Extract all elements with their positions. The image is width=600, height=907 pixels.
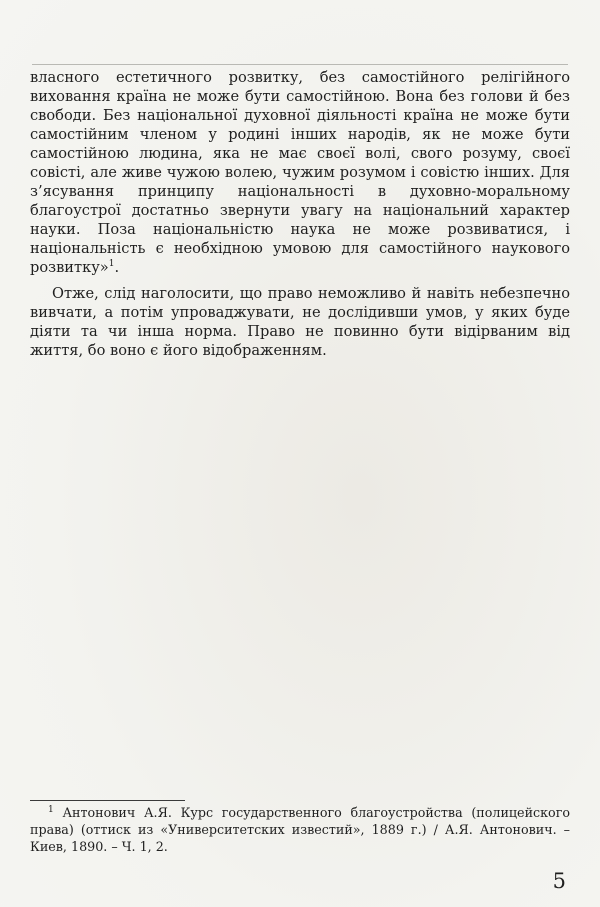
main-text	[30, 68, 570, 360]
paragraph-text: Отже, слід наголосити, що право неможливо й навіть небезпечно вивчати, а потім упроваджувати, не дослідивши умов, у яких буде діяти та чи інша норма. Право не повинно бути відірваним від життя, бо воно є його відображенням.	[30, 285, 570, 359]
footnote-divider	[30, 800, 185, 801]
paragraph-text: власного естетичного розвитку, без самостійного релігійного виховання країна не може бути самостійною. Вона без голови й без свободи. Без національної духовної діяльності країна не може бути самостійним членом у родині інших народів, як не може бути самостійною людина, яка не має своєї волі, свого розуму, своєї совісті, але живе чужою волею, чужим розумом і совістю інших. Для з’ясування принципу національності в духовно-моральному благоустрої достатньо звернути увагу на національний характер науки. Поза національністю наука не може розвиватися, і національність є необхідною умовою для самостійного наукового розвитку»	[30, 69, 570, 276]
footnote	[30, 804, 570, 855]
paragraph	[30, 284, 570, 360]
footnote-text: Антонович А.Я. Курс государственного благоустройства (полицейского права) (оттиск из «Университетских известий», 1889 г.) / А.Я. Антонович. – Киев, 1890. – Ч. 1, 2.	[30, 805, 570, 854]
footnote-reference: 1	[108, 259, 115, 270]
footnote-entry	[30, 804, 570, 855]
footnote-marker: 1	[48, 804, 54, 815]
page-number: 5	[552, 869, 566, 893]
header-divider	[32, 64, 568, 65]
paragraph: власного естетичного розвитку, без самостійного релігійного виховання країна не може бути самостійною. Вона без голови й без свободи. Без національної духовної діяльності країна не може бути самостійним членом у родині інших народів, як не може бути самостійною людина, яка не має своєї волі, свого розуму, своєї совісті, але живе чужою волею, чужим розумом і совістю інших. Для з’ясування принципу національності в духовно-моральному благоустрої достатньо звернути увагу на національний характер науки. Поза національністю наука не може розвиватися, і національність є необхідною умовою для самостійного наукового розвитку»$^1$.	[30, 69, 570, 276]
